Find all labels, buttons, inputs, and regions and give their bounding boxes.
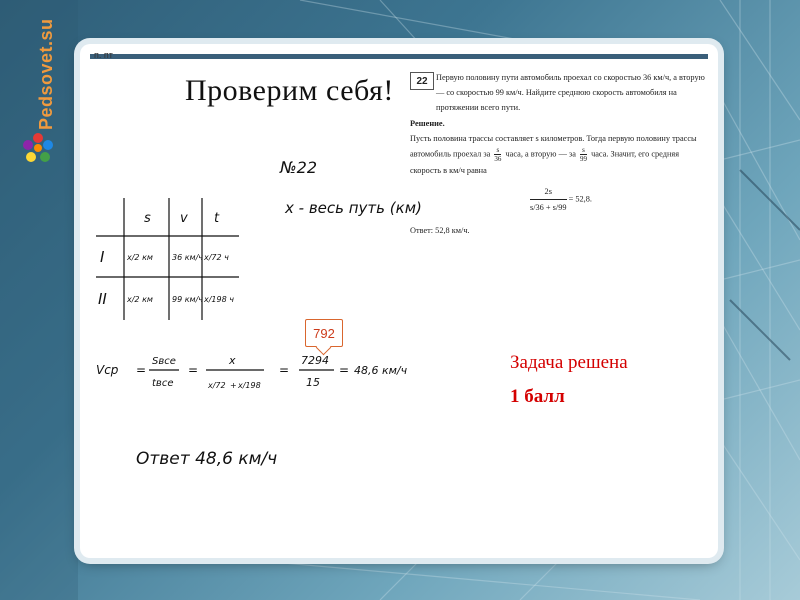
fraction-1 bbox=[494, 146, 501, 163]
handwritten-table bbox=[94, 194, 254, 324]
slide-title: Проверим себя! bbox=[185, 74, 394, 107]
fraction-2 bbox=[580, 146, 587, 163]
problem-block bbox=[410, 70, 710, 238]
formula-step2-den-a: x/72 bbox=[208, 381, 226, 390]
fraction-1-den: 36 bbox=[494, 155, 502, 163]
brand-logo-icon bbox=[20, 130, 56, 166]
formula-step2-den-b: x/198 bbox=[238, 381, 261, 390]
solution-text bbox=[410, 131, 710, 178]
formula-step3-num: 7294 bbox=[301, 354, 329, 367]
formula-step1-den: tвсе bbox=[152, 378, 174, 389]
equation-num: 2s bbox=[530, 184, 567, 200]
solution-part-1: Пусть половина трассы составляет s километров. Тогда первую половину трассы автомобиль проехал за bbox=[410, 134, 697, 159]
fraction-2-num: s bbox=[580, 146, 587, 155]
slide-number: п. пт bbox=[94, 50, 113, 60]
brand-name: Pedsovet.su bbox=[36, 18, 56, 130]
table-row1-s: x/2 км bbox=[127, 253, 153, 262]
formula-eq-1: = bbox=[136, 363, 147, 377]
problem-reference: №22 bbox=[280, 158, 317, 177]
formula-plus: + bbox=[230, 381, 237, 390]
slide-card bbox=[80, 44, 718, 558]
equation-fraction bbox=[530, 184, 567, 215]
problem-statement: Первую половину пути автомобиль проехал со скоростью 36 км/ч, а вторую — со скоростью 99 км/ч. Найдите среднюю скорость автомобиля на протяжении всего пути. bbox=[436, 73, 705, 112]
equation-result: = 52,8. bbox=[568, 194, 592, 204]
result-status: Задача решена bbox=[510, 352, 628, 373]
table-header-s: s bbox=[144, 211, 151, 226]
table-header-v: v bbox=[180, 211, 188, 226]
table-row2-v: 99 км/ч bbox=[172, 295, 204, 304]
solution-part-3: часа. Значит, его средняя скорость в км/ч равна bbox=[410, 149, 680, 175]
solution-part-2: часа, а вторую — за bbox=[505, 149, 576, 159]
correction-callout: 792 bbox=[305, 319, 343, 347]
table-row1-t: x/72 ч bbox=[204, 253, 229, 262]
brand-area bbox=[14, 10, 64, 160]
handwritten-answer: Ответ 48,6 км/ч bbox=[136, 449, 278, 469]
solution-equation bbox=[530, 184, 710, 215]
formula-eq-2: = bbox=[188, 363, 199, 377]
handwritten-formula bbox=[94, 344, 434, 414]
table-row2-s: x/2 км bbox=[127, 295, 153, 304]
table-header-t: t bbox=[214, 211, 220, 226]
equation-den: s/36 + s/99 bbox=[530, 203, 567, 212]
table-row2-label: II bbox=[98, 290, 107, 308]
formula-step2-num: x bbox=[229, 354, 236, 367]
formula-lhs: Vср bbox=[96, 363, 119, 377]
problem-answer: Ответ: 52,8 км/ч. bbox=[410, 226, 470, 235]
formula-eq-4: = bbox=[339, 363, 350, 377]
formula-step3-den: 15 bbox=[306, 376, 320, 389]
formula-step1-num: Sвсе bbox=[152, 356, 176, 367]
formula-result: 48,6 км/ч bbox=[354, 364, 408, 377]
result-score: 1 балл bbox=[510, 386, 565, 407]
table-row2-t: x/198 ч bbox=[204, 295, 234, 304]
problem-number: 22 bbox=[410, 72, 434, 90]
formula-eq-3: = bbox=[279, 363, 290, 377]
variable-definition: x - весь путь (км) bbox=[285, 199, 422, 217]
slide-top-bar bbox=[90, 54, 708, 59]
fraction-1-num: s bbox=[494, 146, 501, 155]
table-row1-v: 36 км/ч bbox=[172, 253, 204, 262]
table-row1-label: I bbox=[100, 248, 105, 266]
result-block bbox=[510, 352, 628, 408]
solution-label: Решение. bbox=[410, 119, 445, 128]
fraction-2-den: 99 bbox=[579, 155, 587, 163]
